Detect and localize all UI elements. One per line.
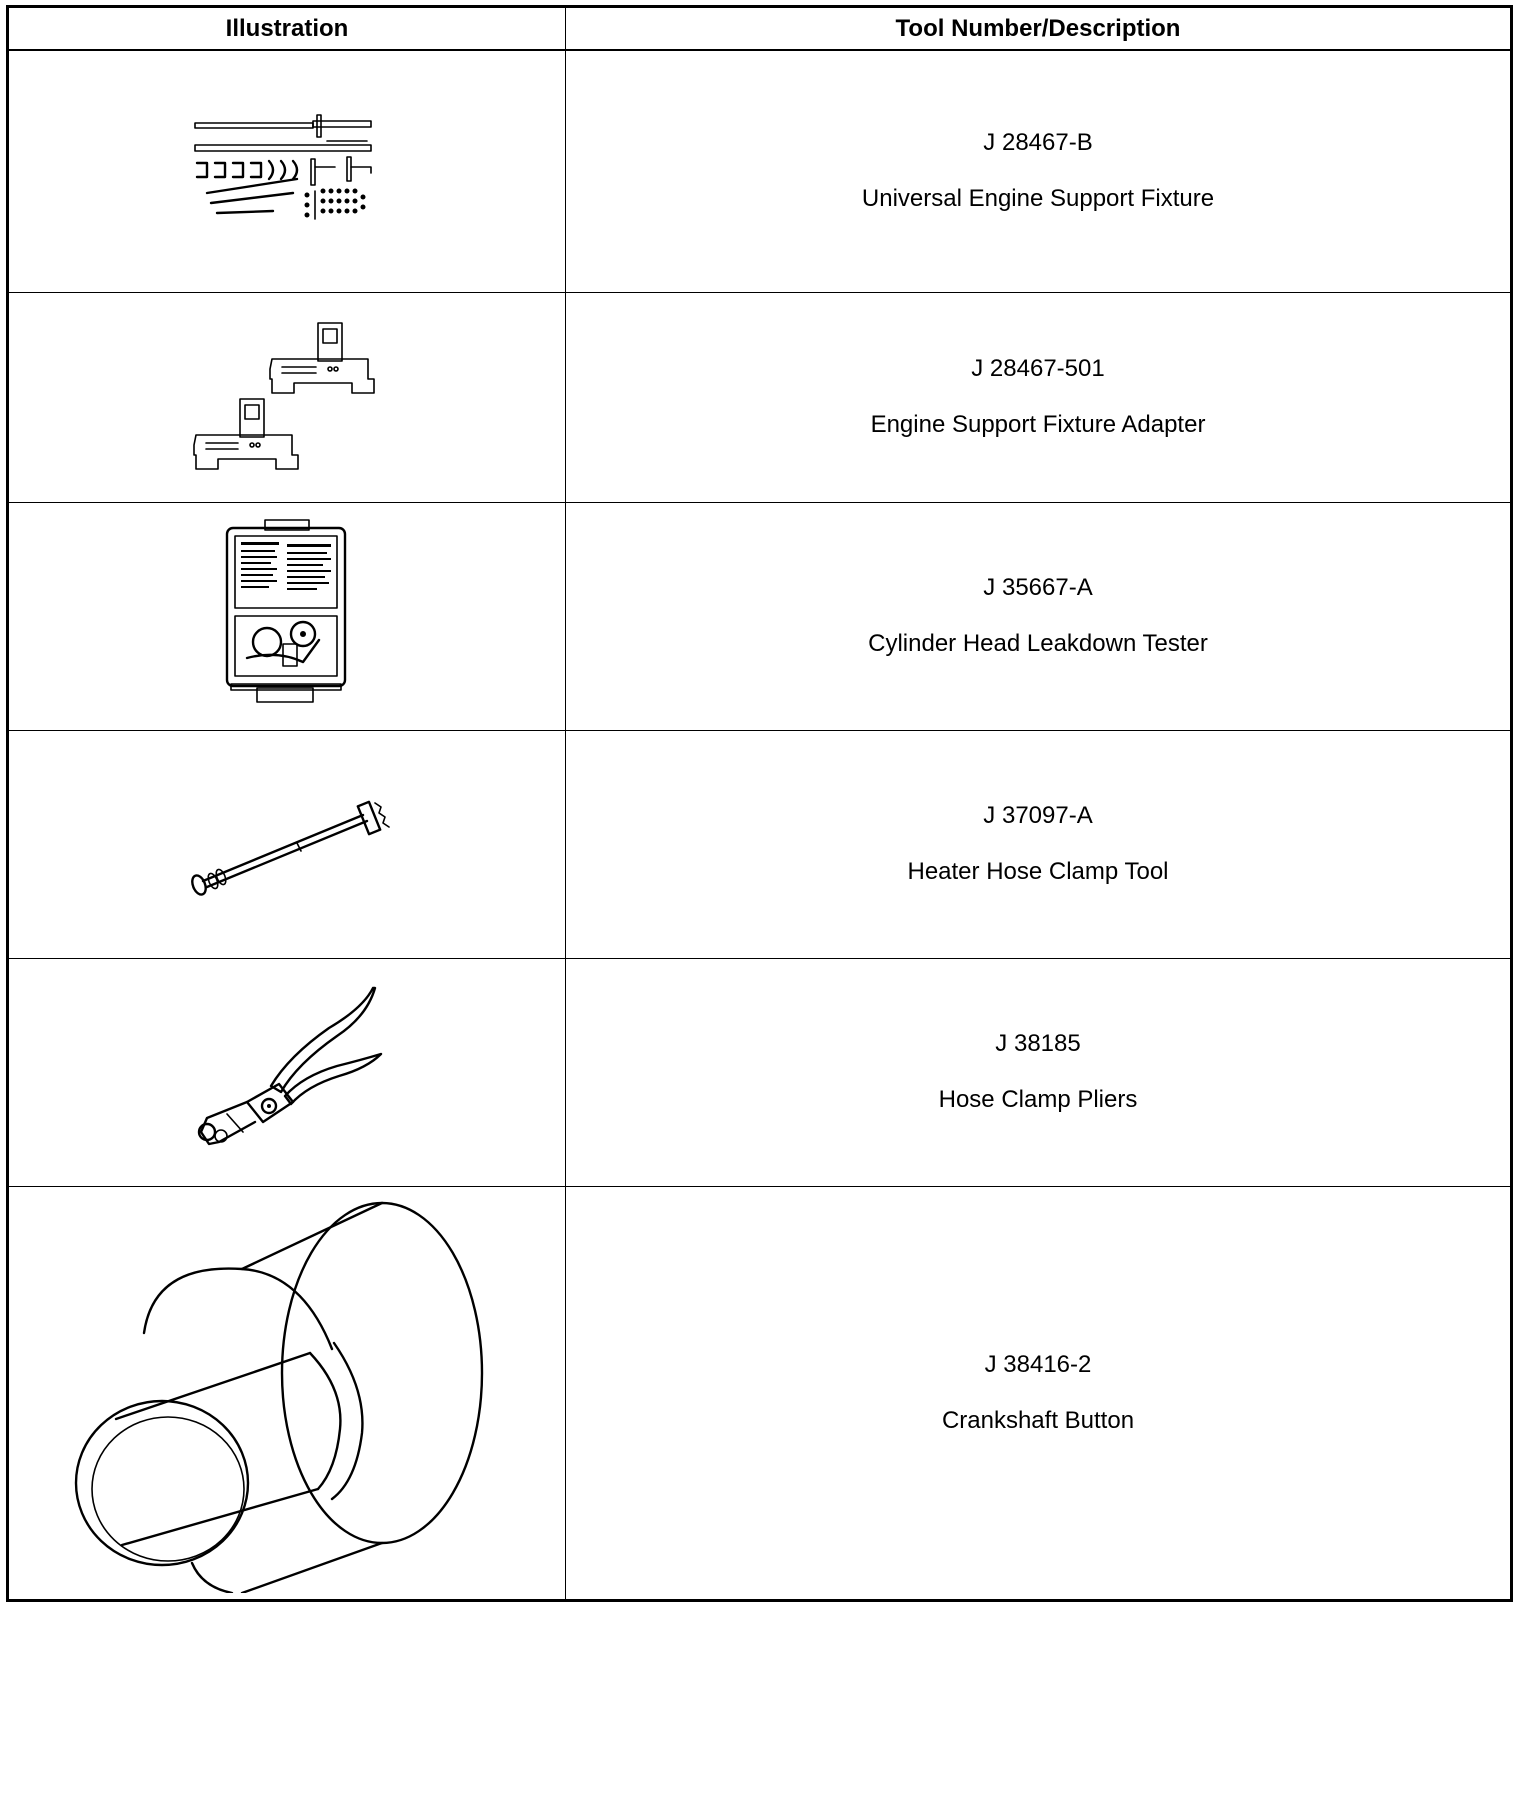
table-row (8, 958, 1512, 1186)
table-row (8, 292, 1512, 502)
tool-cell (566, 50, 1512, 292)
hose-clamp-tool-icon (177, 789, 397, 899)
fixture-adapter-icon (182, 317, 392, 477)
illustration-cell (8, 730, 566, 958)
tool-description: Engine Support Fixture Adapter (870, 411, 1206, 438)
tool-description: Heater Hose Clamp Tool (907, 858, 1169, 885)
table-row (8, 730, 1512, 958)
illustration-header: Illustration (8, 7, 566, 51)
tool-cell (566, 730, 1512, 958)
tool-description: Universal Engine Support Fixture (861, 185, 1215, 213)
header-row (8, 7, 1512, 51)
tool-description: Hose Clamp Pliers (938, 1086, 1138, 1113)
illustration-cell (8, 958, 566, 1186)
engine-support-fixture-kit-icon (177, 111, 397, 231)
crankshaft-button-icon (52, 1193, 522, 1593)
tool-description: Cylinder Head Leakdown Tester (868, 630, 1208, 657)
tool-number: J 38185 (995, 1030, 1081, 1057)
tool-number: J 38416-2 (984, 1350, 1092, 1378)
illustration-cell (8, 1186, 566, 1600)
tools-table (6, 5, 1513, 1602)
hose-clamp-pliers-icon (177, 982, 397, 1162)
illustration-cell (8, 292, 566, 502)
tool-cell (566, 958, 1512, 1186)
table-row (8, 50, 1512, 292)
tool-number: J 35667-A (983, 574, 1093, 601)
illustration-cell (8, 50, 566, 292)
tool-number: J 28467-501 (971, 355, 1105, 382)
table-row (8, 1186, 1512, 1600)
tool-description: Crankshaft Button (941, 1406, 1135, 1434)
tool-number: J 28467-B (983, 129, 1093, 157)
table-row (8, 502, 1512, 730)
tool-cell (566, 1186, 1512, 1600)
tool-cell (566, 502, 1512, 730)
illustration-cell (8, 502, 566, 730)
leakdown-tester-case-icon (217, 518, 357, 714)
tool-header: Tool Number/Description (566, 7, 1512, 51)
tool-number: J 37097-A (983, 802, 1093, 829)
tool-cell (566, 292, 1512, 502)
